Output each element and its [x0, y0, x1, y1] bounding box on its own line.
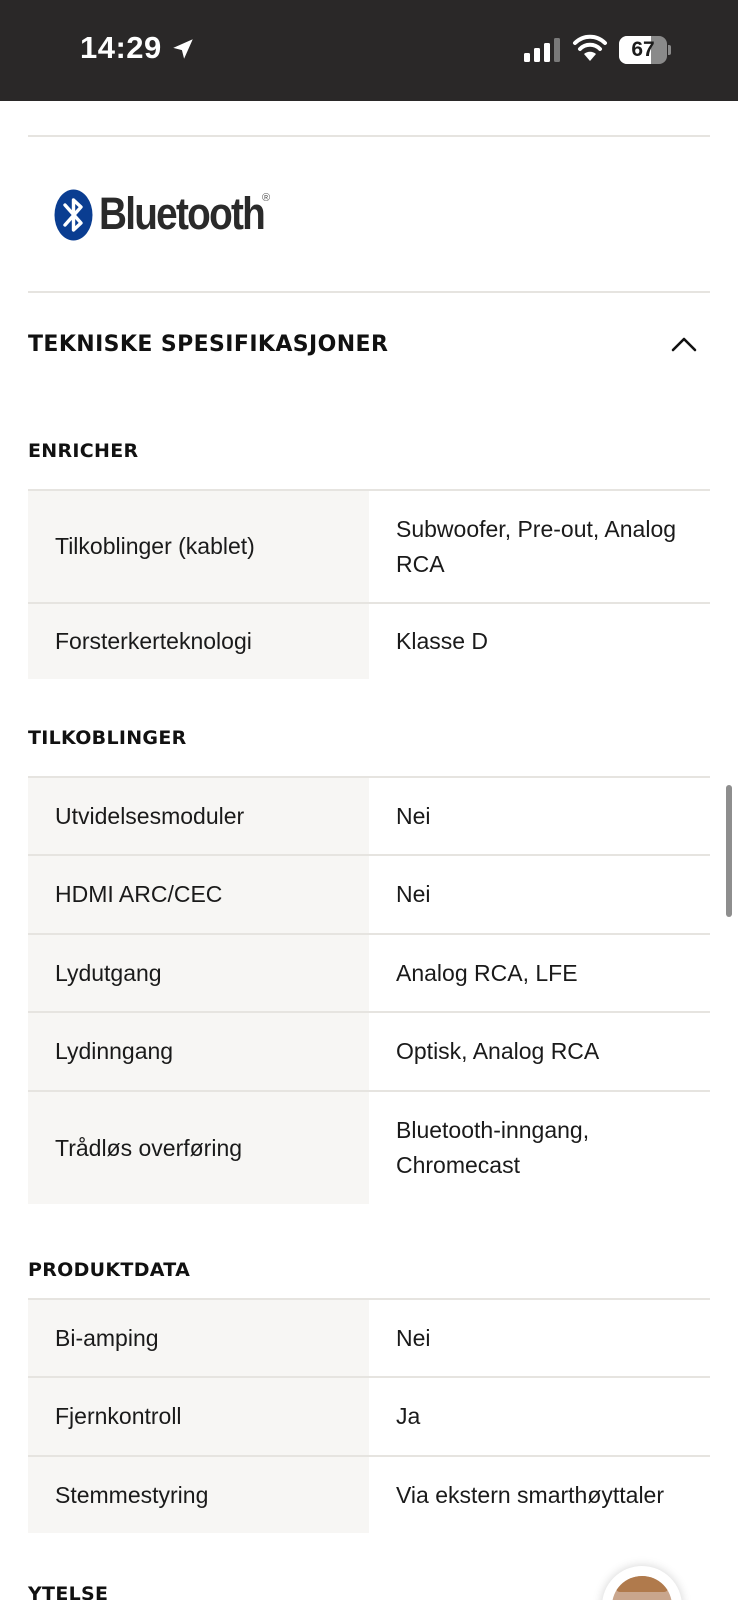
spec-value: Ja [396, 1403, 421, 1429]
spec-value: Subwoofer, Pre-out, Analog RCA [396, 515, 677, 577]
spec-value: Optisk, Analog RCA [396, 1038, 600, 1064]
support-agent-photo [612, 1576, 672, 1600]
spec-label: Bi-amping [28, 1300, 369, 1376]
spec-label: Tilkoblinger (kablet) [28, 491, 369, 602]
chevron-up-icon[interactable] [670, 334, 698, 354]
spec-label: Fjernkontroll [28, 1378, 369, 1455]
spec-table-enricher [28, 489, 710, 679]
spec-label: Stemmestyring [28, 1457, 369, 1533]
spec-label: Trådløs overføring [28, 1092, 369, 1204]
divider [28, 291, 710, 293]
chat-support-avatar[interactable] [602, 1566, 682, 1600]
battery-percent: 67 [631, 38, 655, 61]
table-row [28, 489, 710, 602]
spec-value: Nei [396, 881, 431, 907]
spec-value: Nei [396, 802, 431, 829]
spec-value: Klasse D [396, 628, 489, 654]
table-row [28, 854, 710, 933]
spec-value: Nei [396, 1324, 431, 1351]
section-title-produktdata: PRODUKTDATA [28, 1259, 191, 1281]
table-row [28, 602, 710, 679]
wifi-icon [572, 34, 608, 62]
table-row [28, 776, 710, 854]
section-title-enricher: ENRICHER [28, 440, 139, 462]
bluetooth-icon [54, 189, 93, 241]
status-time: 14:29 [80, 30, 162, 65]
bluetooth-wordmark: Bluetooth [99, 188, 265, 239]
table-row [28, 1455, 710, 1533]
scrollbar-thumb[interactable] [726, 785, 732, 917]
spec-label: Utvidelsesmoduler [28, 778, 369, 854]
spec-label: Lydinngang [28, 1013, 369, 1090]
bluetooth-logo [54, 188, 274, 244]
registered-mark: ® [262, 192, 271, 204]
divider [28, 135, 710, 137]
location-arrow-icon [170, 36, 196, 62]
specs-title: TEKNISKE SPESIFIKASJONER [28, 332, 389, 357]
specs-accordion-header[interactable] [28, 322, 710, 372]
section-title-ytelse: YTELSE [28, 1583, 109, 1600]
spec-label: Forsterkerteknologi [28, 604, 369, 679]
table-row [28, 1090, 710, 1204]
table-row [28, 1011, 710, 1090]
spec-value: Analog RCA, LFE [396, 959, 578, 986]
table-row [28, 933, 710, 1011]
spec-value: Via ekstern smarthøyttaler [396, 1481, 665, 1508]
spec-value: Bluetooth-inngang, Chromecast [396, 1117, 590, 1178]
cellular-signal-icon [524, 38, 562, 62]
spec-label: Lydutgang [28, 935, 369, 1011]
spec-table-produktdata [28, 1298, 710, 1533]
section-title-tilkoblinger: TILKOBLINGER [28, 727, 187, 749]
battery-indicator [619, 36, 671, 64]
table-row [28, 1376, 710, 1455]
spec-label: HDMI ARC/CEC [28, 856, 369, 933]
table-row [28, 1298, 710, 1376]
status-bar [0, 0, 738, 101]
spec-table-tilkoblinger [28, 776, 710, 1204]
